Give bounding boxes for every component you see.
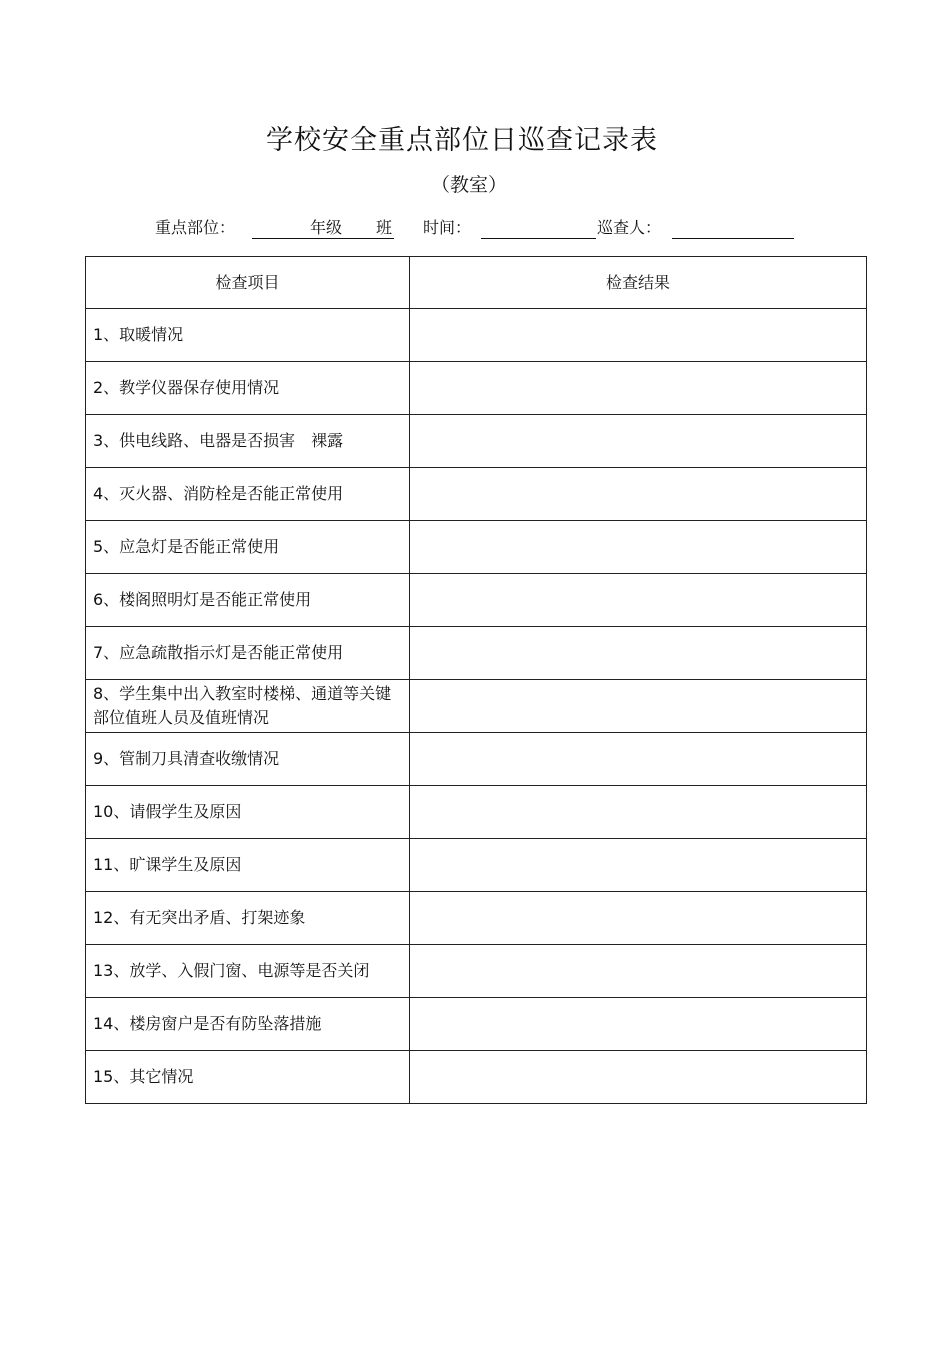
table-row [86,574,867,627]
check-item: 14、楼房窗户是否有防坠落措施 [86,998,410,1051]
table-row [86,415,867,468]
header-check-item: 检查项目 [86,257,410,309]
check-result-cell[interactable] [410,627,867,680]
check-item: 9、管制刀具清查收缴情况 [86,733,410,786]
table-row [86,521,867,574]
check-result-cell[interactable] [410,892,867,945]
check-result-cell[interactable] [410,839,867,892]
check-item: 10、请假学生及原因 [86,786,410,839]
check-item: 13、放学、入假门窗、电源等是否关闭 [86,945,410,998]
check-result-cell[interactable] [410,309,867,362]
location-underline [252,238,394,239]
check-item: 8、学生集中出入教室时楼梯、通道等关键部位值班人员及值班情况 [86,680,410,733]
check-result-cell[interactable] [410,415,867,468]
location-label: 重点部位： [155,218,236,237]
check-item: 1、取暖情况 [86,309,410,362]
table-row [86,627,867,680]
check-item: 6、楼阁照明灯是否能正常使用 [86,574,410,627]
table-row [86,733,867,786]
check-result-cell[interactable] [410,786,867,839]
header-check-result: 检查结果 [410,257,867,309]
check-item: 2、教学仪器保存使用情况 [86,362,410,415]
document-title: 学校安全重点部位日巡查记录表 [266,125,658,156]
table-row [86,945,867,998]
check-item: 15、其它情况 [86,1051,410,1104]
table-row [86,998,867,1051]
check-item: 4、灭火器、消防栓是否能正常使用 [86,468,410,521]
grade-label: 年级 [310,218,343,237]
check-result-cell[interactable] [410,362,867,415]
time-underline [481,238,596,239]
table-row [86,1051,867,1104]
table-row [86,309,867,362]
class-label: 班 [376,218,393,237]
check-item: 12、有无突出矛盾、打架迹象 [86,892,410,945]
check-result-cell[interactable] [410,733,867,786]
check-item: 5、应急灯是否能正常使用 [86,521,410,574]
check-item: 3、供电线路、电器是否损害 裸露 [86,415,410,468]
inspector-label: 巡查人： [597,218,662,237]
inspector-underline [672,238,794,239]
document-subtitle: （教室） [430,174,507,196]
table-row [86,468,867,521]
table-row [86,839,867,892]
inspection-table [85,256,867,1104]
check-result-cell[interactable] [410,998,867,1051]
table-header-row [86,257,867,309]
table-row [86,680,867,733]
check-item: 7、应急疏散指示灯是否能正常使用 [86,627,410,680]
time-label: 时间： [423,218,472,237]
check-result-cell[interactable] [410,1051,867,1104]
check-result-cell[interactable] [410,468,867,521]
table-row [86,892,867,945]
table-row [86,362,867,415]
table-row [86,786,867,839]
check-result-cell[interactable] [410,945,867,998]
check-result-cell[interactable] [410,574,867,627]
check-item: 11、旷课学生及原因 [86,839,410,892]
check-result-cell[interactable] [410,521,867,574]
check-result-cell[interactable] [410,680,867,733]
